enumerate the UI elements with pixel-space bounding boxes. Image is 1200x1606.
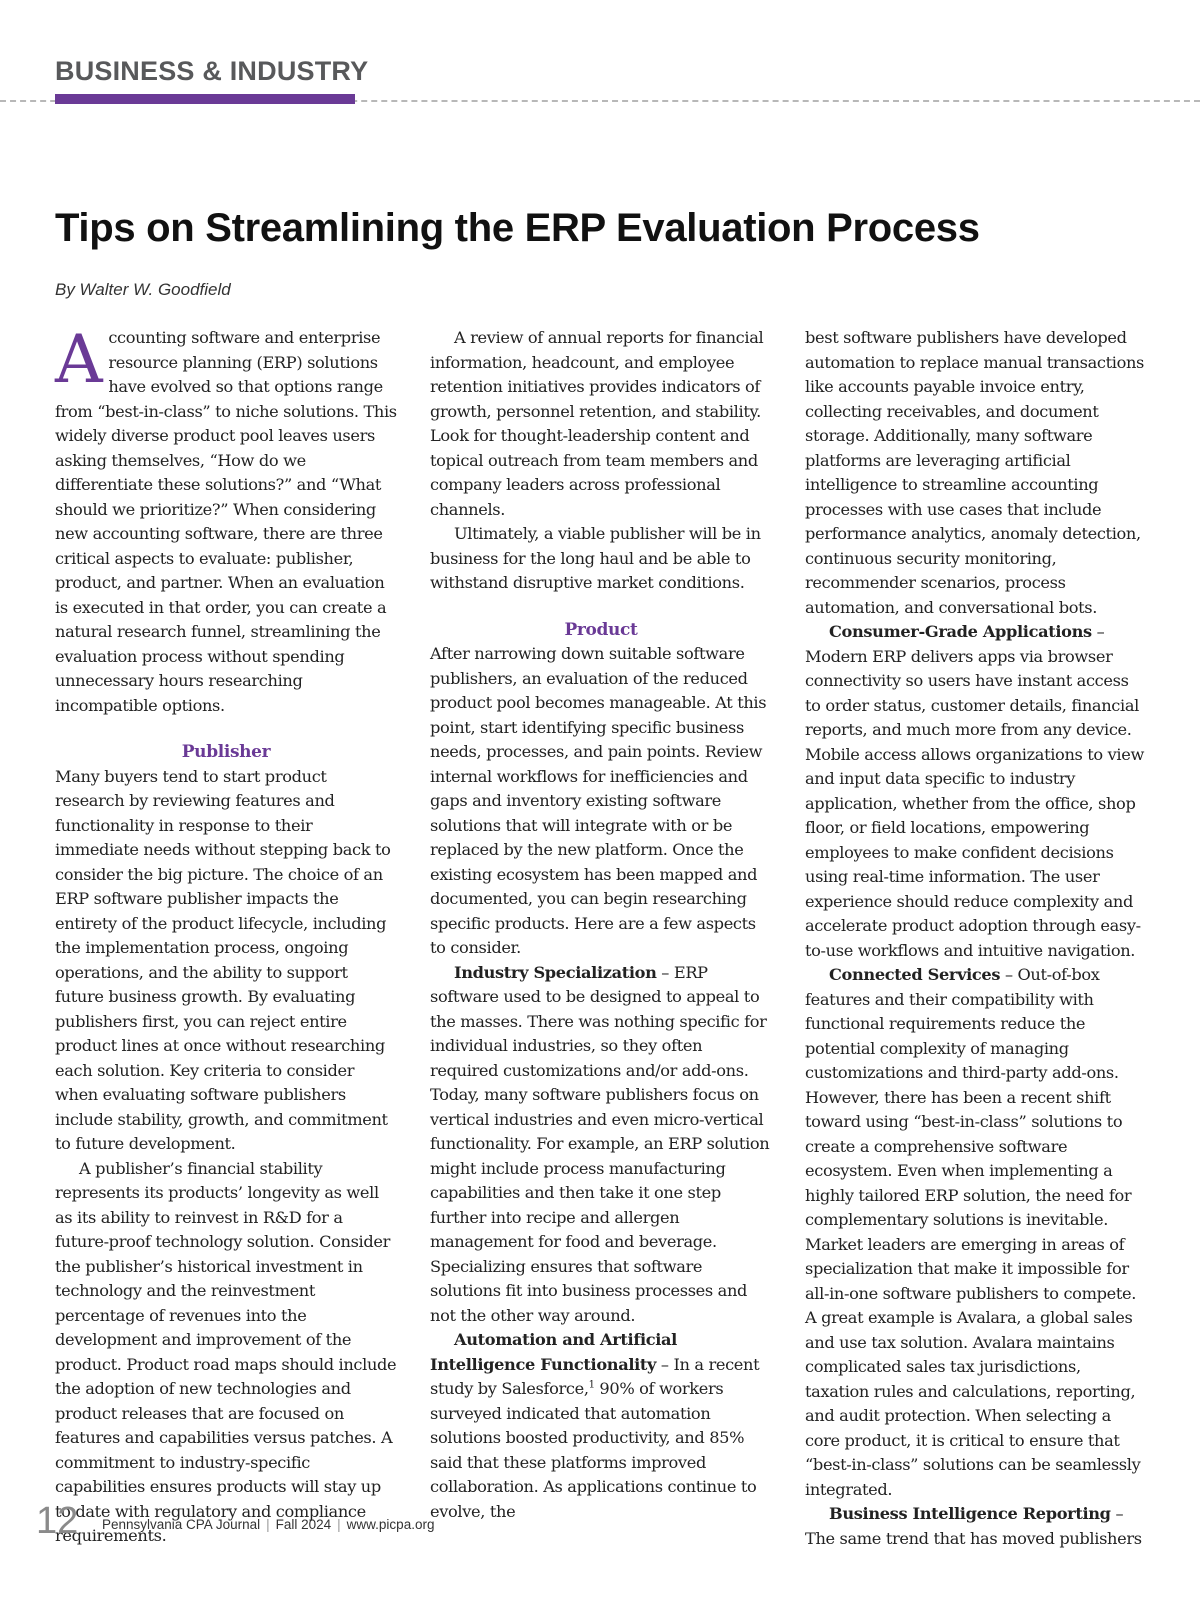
intro-text: ccounting software and enterprise resource planning (ERP) solutions have evolved so that options range from “best-in-class” to niche solutions. This widely diverse product pool leaves users asking themselves, “How do we differentiate these solutions?” and “What should we prioritize?” When considering new accounting software, there are three critical aspects to evaluate: publisher, product, and partner. When an evaluation is executed in that order, you can create a natural research funnel, streamlining the evaluation process without spending unnecessary hours researching incompatible options. xyxy=(55,328,397,715)
paragraph-text: – Out-of-box features and their compatibility with functional requirements reduce the potential complexity of managing customizations and third-party add-ons. However, there has been a recent shift toward using “best-in-class” solutions to create a comprehensive software ecosystem. Even when implementing a highly tailored ERP solution, the need for complementary solutions is inevitable. Market leaders are emerging in areas of specialization that make it impossible for all-in-one software publishers to compete. A great example is Avalara, a global sales and use tax solution. Avalara maintains complicated sales tax jurisdictions, taxation rules and calculations, reporting, and audit protection. When selecting a core product, it is critical to ensure that “best-in-class” solutions can be seamlessly integrated. xyxy=(805,965,1141,1499)
paragraph-consumer-grade xyxy=(805,620,1147,963)
paragraph-text: 90% of workers surveyed indicated that automation solutions boosted productivity, and 85% said that these platforms improved collaboration. As applications continue to evolve, the xyxy=(430,1379,757,1521)
footnote-marker: 1 xyxy=(588,1379,595,1391)
byline: By Walter W. Goodfield xyxy=(55,280,231,299)
footer-separator: | xyxy=(337,1517,341,1532)
paragraph-text: – Modern ERP delivers apps via browser connectivity so users have instant access to order status, customer details, financial reports, and much more from any device. Mobile access allows organizations to view and input data specific to industry application, whether from the office, shop floor, or field locations, empowering employees to make confident decisions using real-time information. The user experience should reduce complexity and accelerate product adoption through easy-to-use workflows and intuitive navigation. xyxy=(805,622,1144,960)
footer-info xyxy=(102,1517,434,1532)
paragraph: After narrowing down suitable software publishers, an evaluation of the reduced product pool becomes manageable. At this point, start identifying specific business needs, processes, and pain points. Review internal workflows for inefficiencies and gaps and inventory existing software solutions that will integrate with or be replaced by the new platform. Once the existing ecosystem has been mapped and documented, you can begin researching specific products. Here are a few aspects to consider. xyxy=(430,644,767,957)
paragraph-business-intelligence xyxy=(805,1502,1147,1551)
publication-name: Pennsylvania CPA Journal xyxy=(102,1517,261,1532)
runin-heading: Business Intelligence Reporting xyxy=(829,1504,1111,1523)
section-label: BUSINESS & INDUSTRY xyxy=(55,56,369,86)
runin-heading: Connected Services xyxy=(829,965,1001,984)
footer-separator: | xyxy=(266,1517,270,1532)
intro-paragraph xyxy=(55,321,397,718)
paragraph-connected-services xyxy=(805,963,1147,1502)
paragraph-text: – In a recent study by Salesforce, xyxy=(430,1354,760,1398)
page-number: 12 xyxy=(36,1500,79,1542)
column-3 xyxy=(805,326,1147,1548)
article-title: Tips on Streamlining the ERP Evaluation Process xyxy=(55,206,980,250)
paragraph: best software publishers have developed automation to replace manual transactions like accounts payable invoice entry, collecting receivables, and document storage. Additionally, many software platforms are leveraging artificial intelligence to streamline accounting processes with use cases that include performance analytics, anomaly detection, continuous security monitoring, recommender scenarios, process automation, and conversational bots. xyxy=(805,328,1145,617)
drop-cap: A xyxy=(55,321,103,398)
issue-label: Fall 2024 xyxy=(275,1517,332,1532)
paragraph-text: – The same trend that has moved publishers xyxy=(805,1504,1142,1548)
column-2 xyxy=(430,326,772,1521)
runin-heading: Industry Specialization xyxy=(454,962,657,982)
runin-heading: Consumer-Grade Applications xyxy=(829,622,1092,641)
paragraph: Many buyers tend to start product research by reviewing features and functionality in response to their immediate needs without stepping back to consider the big picture. The choice of an ERP software publisher impacts the entirety of the product lifecycle, including the implementation process, ongoing operations, and the ability to support future business growth. By evaluating publishers first, you can reject entire product lines at once without researching each solution. Key criteria to consider when evaluating software publishers include stability, growth, and commitment to future development. xyxy=(55,766,391,1153)
subhead-publisher: Publisher xyxy=(181,742,271,762)
runin-heading: Automation and Artificial Intelligence Functionality xyxy=(430,1330,677,1374)
paragraph-text: – ERP software used to be designed to appeal to the masses. There was nothing specific for individual industries, so they often required customizations and/or add-ons. Today, many software publishers focus on vertical industries and even micro-vertical functionality. For example, an ERP solution might include process manufacturing capabilities and then take it one step further into recipe and allergen management for food and beverage. Specializing ensures that software solutions fit into business processes and not the other way around. xyxy=(430,962,770,1325)
paragraph: A publisher’s financial stability represents its products’ longevity as well as its ability to reinvest in R&D for a future-proof technology solution. Consider the publisher’s historical investment in technology and the reinvestment percentage of revenues into the development and improvement of the product. Product road maps should include the adoption of new technologies and product releases that are focused on features and capabilities versus patches. A commitment to industry-specific capabilities ensures products will stay up to date with regulatory and compliance requirements. xyxy=(55,1158,397,1545)
paragraph: A review of annual reports for financial information, headcount, and employee retention initiatives provides indicators of growth, personnel retention, and stability. Look for thought-leadership content and topical outreach from team members and company leaders across professional channels. xyxy=(430,328,764,519)
subhead-product: Product xyxy=(564,619,638,640)
paragraph-automation-ai xyxy=(430,1328,772,1524)
accent-bar xyxy=(55,94,355,104)
paragraph: Ultimately, a viable publisher will be in business for the long haul and be able to withstand disruptive market conditions. xyxy=(430,524,761,592)
paragraph-industry-specialization xyxy=(430,961,772,1329)
website-link[interactable]: www.picpa.org xyxy=(346,1517,435,1532)
